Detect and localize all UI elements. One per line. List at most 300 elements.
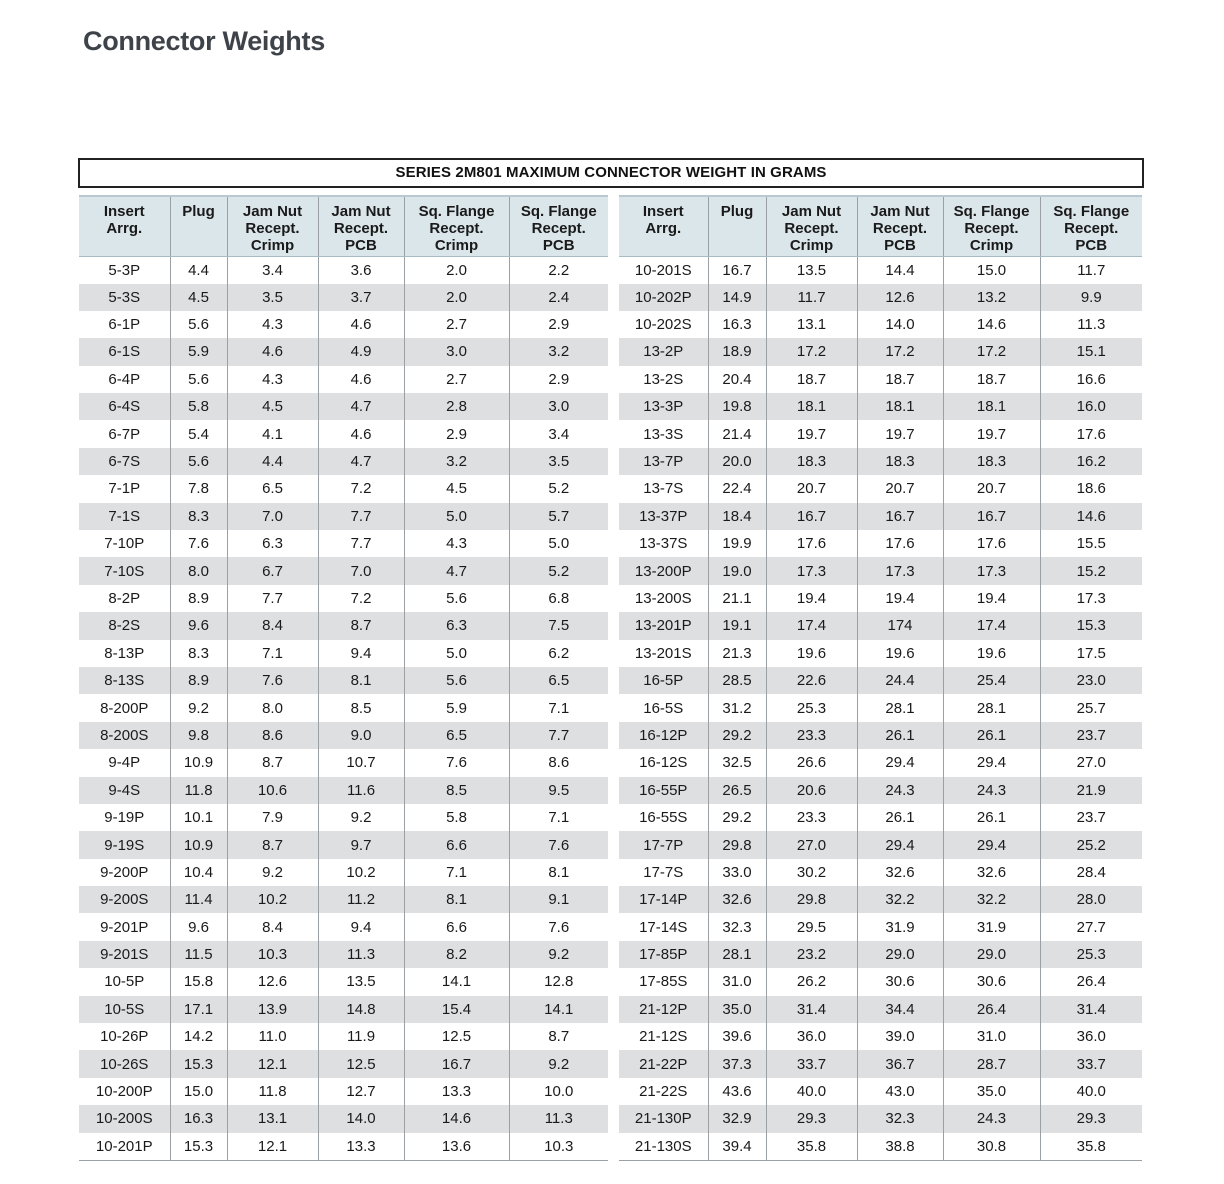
cell-sq-flange-crimp: 5.6 xyxy=(404,667,509,694)
table-row xyxy=(619,831,1142,858)
cell-jam-nut-pcb: 8.7 xyxy=(318,612,404,639)
cell-insert-arrangement: 10-26P xyxy=(100,1028,149,1046)
cell-sq-flange-crimp: 4.3 xyxy=(404,530,509,557)
cell-jam-nut-pcb: 7.7 xyxy=(318,530,404,557)
table-row xyxy=(619,393,1142,420)
cell-insert-arrangement: 16-55P xyxy=(619,777,708,804)
column-header-sq-flange-pcb xyxy=(509,196,608,256)
cell-insert-arrangement: 13-37P xyxy=(619,503,708,530)
table-row xyxy=(79,640,608,667)
cell-insert-arrangement: 10-5P xyxy=(104,973,145,991)
table-row xyxy=(619,777,1142,804)
cell-jam-nut-pcb: 9.0 xyxy=(318,722,404,749)
cell-jam-nut-pcb: 9.2 xyxy=(318,804,404,831)
table-row xyxy=(619,996,1142,1023)
table-row xyxy=(619,311,1142,338)
cell-insert-arrangement: 9-200P xyxy=(100,863,149,881)
cell-plug: 5.6 xyxy=(170,311,227,338)
cell-jam-nut-crimp: 18.3 xyxy=(766,448,857,475)
cell-plug: 10.9 xyxy=(170,749,227,776)
cell-sq-flange-crimp: 3.0 xyxy=(404,338,509,365)
cell-plug: 15.3 xyxy=(170,1133,227,1161)
table-row xyxy=(619,612,1142,639)
cell-sq-flange-pcb: 6.8 xyxy=(509,585,608,612)
cell-sq-flange-pcb: 35.8 xyxy=(1040,1133,1142,1161)
table-body xyxy=(619,256,1142,1160)
cell-insert-arrangement: 10-200S xyxy=(79,1105,170,1132)
cell-plug: 19.1 xyxy=(708,612,766,639)
cell-jam-nut-pcb: 36.7 xyxy=(857,1050,943,1077)
cell-jam-nut-pcb: 11.3 xyxy=(318,941,404,968)
cell-sq-flange-crimp: 16.7 xyxy=(943,503,1040,530)
table-row xyxy=(619,1133,1142,1161)
cell-plug: 20.4 xyxy=(708,366,766,393)
cell-sq-flange-crimp: 20.7 xyxy=(943,475,1040,502)
cell-sq-flange-crimp: 30.6 xyxy=(943,968,1040,995)
cell-plug: 4.5 xyxy=(170,284,227,311)
cell-insert-arrangement: 7-1P xyxy=(108,480,141,498)
cell-plug: 19.0 xyxy=(708,557,766,584)
cell-jam-nut-pcb: 10.7 xyxy=(318,749,404,776)
cell-insert-arrangement: 16-12P xyxy=(619,722,708,749)
cell-jam-nut-pcb: 13.5 xyxy=(318,968,404,995)
cell-jam-nut-crimp: 13.5 xyxy=(766,256,857,284)
cell-insert-arrangement: 8-13S xyxy=(79,667,170,694)
table-row xyxy=(619,338,1142,365)
column-header-line: Jam Nut xyxy=(242,203,303,220)
cell-sq-flange-crimp: 4.7 xyxy=(404,557,509,584)
cell-sq-flange-pcb: 5.7 xyxy=(509,503,608,530)
table-row xyxy=(619,722,1142,749)
column-header-line: Recept. xyxy=(784,220,839,237)
table-row xyxy=(619,749,1142,776)
cell-jam-nut-crimp: 7.0 xyxy=(227,503,318,530)
cell-jam-nut-crimp: 6.7 xyxy=(227,557,318,584)
column-header-line: Crimp xyxy=(789,237,834,254)
cell-sq-flange-pcb: 25.7 xyxy=(1040,694,1142,721)
cell-jam-nut-pcb: 18.1 xyxy=(857,393,943,420)
table-row xyxy=(79,311,608,338)
cell-sq-flange-crimp: 13.2 xyxy=(943,284,1040,311)
cell-jam-nut-pcb: 3.6 xyxy=(318,256,404,284)
column-header-line: Insert xyxy=(103,203,145,220)
cell-insert-arrangement: 7-1S xyxy=(79,503,170,530)
cell-insert-arrangement: 13-3S xyxy=(643,425,684,443)
cell-jam-nut-crimp: 27.0 xyxy=(766,831,857,858)
cell-insert-arrangement: 16-12S xyxy=(639,754,688,772)
cell-jam-nut-pcb: 11.9 xyxy=(318,1023,404,1050)
cell-sq-flange-pcb: 8.7 xyxy=(509,1023,608,1050)
column-header-line: PCB xyxy=(884,237,916,254)
cell-jam-nut-pcb: 17.6 xyxy=(857,530,943,557)
column-header-jam-nut-crimp xyxy=(766,196,857,256)
cell-insert-arrangement: 5-3S xyxy=(79,284,170,311)
cell-sq-flange-pcb: 36.0 xyxy=(1040,1023,1142,1050)
cell-jam-nut-pcb: 17.2 xyxy=(857,338,943,365)
cell-jam-nut-crimp: 10.3 xyxy=(227,941,318,968)
cell-jam-nut-pcb: 8.5 xyxy=(318,694,404,721)
cell-jam-nut-pcb: 14.4 xyxy=(857,256,943,284)
table-row xyxy=(619,1078,1142,1105)
table-row xyxy=(619,886,1142,913)
cell-jam-nut-crimp: 26.2 xyxy=(766,968,857,995)
table-row xyxy=(619,256,1142,284)
cell-jam-nut-crimp: 4.1 xyxy=(227,420,318,447)
cell-sq-flange-crimp: 6.6 xyxy=(404,831,509,858)
cell-insert-arrangement: 8-2P xyxy=(108,589,141,607)
column-header-sq-flange-crimp xyxy=(404,196,509,256)
cell-jam-nut-crimp: 11.0 xyxy=(227,1023,318,1050)
table-row xyxy=(79,804,608,831)
cell-sq-flange-crimp: 26.1 xyxy=(943,804,1040,831)
cell-sq-flange-crimp: 29.0 xyxy=(943,941,1040,968)
cell-sq-flange-pcb: 15.1 xyxy=(1040,338,1142,365)
table-row xyxy=(79,886,608,913)
cell-sq-flange-crimp: 4.5 xyxy=(404,475,509,502)
cell-jam-nut-pcb: 8.1 xyxy=(318,667,404,694)
table-row xyxy=(79,831,608,858)
cell-sq-flange-pcb: 5.0 xyxy=(509,530,608,557)
cell-insert-arrangement: 7-10P xyxy=(104,535,145,553)
column-header-line: Sq. Flange xyxy=(418,203,495,220)
weights-table-right xyxy=(619,195,1142,1161)
cell-plug: 21.4 xyxy=(708,420,766,447)
column-header-line: Recept. xyxy=(531,220,586,237)
cell-plug: 4.4 xyxy=(170,256,227,284)
cell-sq-flange-pcb: 9.1 xyxy=(509,886,608,913)
cell-jam-nut-crimp: 8.4 xyxy=(227,612,318,639)
cell-sq-flange-crimp: 26.4 xyxy=(943,996,1040,1023)
cell-jam-nut-crimp: 10.6 xyxy=(227,777,318,804)
cell-plug: 11.8 xyxy=(170,777,227,804)
cell-jam-nut-pcb: 26.1 xyxy=(857,722,943,749)
cell-jam-nut-pcb: 7.7 xyxy=(318,503,404,530)
cell-plug: 8.3 xyxy=(170,503,227,530)
cell-sq-flange-pcb: 17.6 xyxy=(1040,420,1142,447)
table-row xyxy=(79,585,608,612)
cell-sq-flange-pcb: 26.4 xyxy=(1040,968,1142,995)
cell-sq-flange-pcb: 5.2 xyxy=(509,557,608,584)
cell-jam-nut-crimp: 7.9 xyxy=(227,804,318,831)
table-row xyxy=(79,503,608,530)
table-row xyxy=(79,1050,608,1077)
cell-jam-nut-crimp: 7.7 xyxy=(227,585,318,612)
page-title: Connector Weights xyxy=(83,26,325,56)
cell-jam-nut-pcb: 30.6 xyxy=(857,968,943,995)
column-header-line: Recept. xyxy=(245,220,300,237)
header-row xyxy=(619,196,1142,256)
cell-jam-nut-crimp: 40.0 xyxy=(766,1078,857,1105)
cell-jam-nut-crimp: 13.9 xyxy=(227,996,318,1023)
cell-sq-flange-crimp: 29.4 xyxy=(943,831,1040,858)
cell-insert-arrangement: 6-1S xyxy=(79,338,170,365)
cell-sq-flange-crimp: 3.2 xyxy=(404,448,509,475)
cell-plug: 19.8 xyxy=(708,393,766,420)
cell-sq-flange-crimp: 25.4 xyxy=(943,667,1040,694)
cell-insert-arrangement: 13-2S xyxy=(643,370,684,388)
cell-sq-flange-pcb: 9.2 xyxy=(509,941,608,968)
cell-plug: 5.4 xyxy=(170,420,227,447)
cell-sq-flange-pcb: 16.6 xyxy=(1040,366,1142,393)
column-header-line: PCB xyxy=(1075,237,1108,254)
cell-plug: 21.3 xyxy=(708,640,766,667)
table-body xyxy=(79,256,608,1160)
cell-jam-nut-crimp: 26.6 xyxy=(766,749,857,776)
cell-plug: 11.4 xyxy=(170,886,227,913)
cell-jam-nut-crimp: 22.6 xyxy=(766,667,857,694)
cell-sq-flange-pcb: 2.4 xyxy=(509,284,608,311)
cell-jam-nut-crimp: 23.3 xyxy=(766,722,857,749)
cell-jam-nut-crimp: 3.5 xyxy=(227,284,318,311)
cell-jam-nut-pcb: 4.6 xyxy=(318,420,404,447)
cell-sq-flange-crimp: 13.6 xyxy=(404,1133,509,1161)
column-header-line: Recept. xyxy=(872,220,928,237)
cell-sq-flange-crimp: 15.0 xyxy=(943,256,1040,284)
cell-sq-flange-crimp: 8.1 xyxy=(404,886,509,913)
table-row xyxy=(619,448,1142,475)
cell-jam-nut-pcb: 19.6 xyxy=(857,640,943,667)
column-header-line: Crimp xyxy=(250,237,295,254)
cell-plug: 32.5 xyxy=(708,749,766,776)
cell-sq-flange-pcb: 7.5 xyxy=(509,612,608,639)
cell-jam-nut-crimp: 8.7 xyxy=(227,831,318,858)
cell-plug: 15.8 xyxy=(170,968,227,995)
cell-sq-flange-pcb: 5.2 xyxy=(509,475,608,502)
cell-insert-arrangement: 21-22P xyxy=(619,1050,708,1077)
table-row xyxy=(79,1133,608,1161)
cell-sq-flange-crimp: 19.6 xyxy=(943,640,1040,667)
cell-jam-nut-crimp: 11.7 xyxy=(766,284,857,311)
cell-plug: 9.6 xyxy=(170,612,227,639)
table-row xyxy=(79,475,608,502)
cell-plug: 21.1 xyxy=(708,585,766,612)
cell-sq-flange-crimp: 5.8 xyxy=(404,804,509,831)
cell-plug: 16.3 xyxy=(708,311,766,338)
cell-jam-nut-pcb: 12.5 xyxy=(318,1050,404,1077)
cell-sq-flange-pcb: 23.7 xyxy=(1040,722,1142,749)
cell-insert-arrangement: 8-200S xyxy=(79,722,170,749)
cell-sq-flange-pcb: 17.3 xyxy=(1040,585,1142,612)
table-row xyxy=(619,530,1142,557)
cell-plug: 5.6 xyxy=(170,366,227,393)
cell-sq-flange-crimp: 12.5 xyxy=(404,1023,509,1050)
cell-sq-flange-pcb: 23.0 xyxy=(1040,667,1142,694)
cell-jam-nut-crimp: 20.7 xyxy=(766,475,857,502)
cell-plug: 31.2 xyxy=(708,694,766,721)
cell-sq-flange-pcb: 15.5 xyxy=(1040,530,1142,557)
cell-insert-arrangement: 6-1P xyxy=(108,316,141,334)
cell-plug: 28.1 xyxy=(708,941,766,968)
table-row xyxy=(79,366,608,393)
cell-sq-flange-pcb: 14.6 xyxy=(1040,503,1142,530)
table-row xyxy=(619,804,1142,831)
cell-sq-flange-crimp: 6.3 xyxy=(404,612,509,639)
cell-sq-flange-crimp: 31.0 xyxy=(943,1023,1040,1050)
cell-insert-arrangement: 21-22S xyxy=(639,1083,688,1101)
cell-insert-arrangement: 17-14S xyxy=(639,918,688,936)
cell-insert-arrangement: 10-200P xyxy=(95,1083,153,1101)
cell-jam-nut-crimp: 4.3 xyxy=(227,366,318,393)
column-header-line: Recept. xyxy=(429,220,484,237)
cell-sq-flange-pcb: 25.2 xyxy=(1040,831,1142,858)
cell-jam-nut-crimp: 4.6 xyxy=(227,338,318,365)
cell-jam-nut-pcb: 18.3 xyxy=(857,448,943,475)
column-header-line: Plug xyxy=(720,203,754,220)
column-header-line: Arrg. xyxy=(106,220,143,237)
cell-jam-nut-pcb: 9.4 xyxy=(318,913,404,940)
column-header-sq-flange-crimp xyxy=(943,196,1040,256)
column-header-line: Recept. xyxy=(964,220,1019,237)
cell-jam-nut-pcb: 7.2 xyxy=(318,475,404,502)
cell-jam-nut-pcb: 19.7 xyxy=(857,420,943,447)
column-header-line: Arrg. xyxy=(645,220,682,237)
cell-plug: 18.9 xyxy=(708,338,766,365)
cell-jam-nut-crimp: 13.1 xyxy=(227,1105,318,1132)
cell-sq-flange-crimp: 14.6 xyxy=(943,311,1040,338)
cell-jam-nut-pcb: 4.6 xyxy=(318,366,404,393)
cell-sq-flange-pcb: 3.4 xyxy=(509,420,608,447)
cell-sq-flange-crimp: 29.4 xyxy=(943,749,1040,776)
cell-plug: 11.5 xyxy=(170,941,227,968)
column-header-jam-nut-crimp xyxy=(227,196,318,256)
cell-jam-nut-crimp: 8.0 xyxy=(227,694,318,721)
cell-sq-flange-pcb: 6.2 xyxy=(509,640,608,667)
cell-sq-flange-crimp: 18.7 xyxy=(943,366,1040,393)
cell-insert-arrangement: 6-7P xyxy=(108,425,141,443)
cell-jam-nut-crimp: 20.6 xyxy=(766,777,857,804)
cell-plug: 17.1 xyxy=(170,996,227,1023)
cell-plug: 32.9 xyxy=(708,1105,766,1132)
cell-sq-flange-crimp: 15.4 xyxy=(404,996,509,1023)
cell-plug: 9.8 xyxy=(170,722,227,749)
cell-sq-flange-crimp: 8.2 xyxy=(404,941,509,968)
cell-jam-nut-crimp: 35.8 xyxy=(766,1133,857,1161)
cell-jam-nut-pcb: 32.3 xyxy=(857,1105,943,1132)
cell-sq-flange-crimp: 7.6 xyxy=(404,749,509,776)
table-row xyxy=(79,722,608,749)
cell-jam-nut-crimp: 4.5 xyxy=(227,393,318,420)
table-row xyxy=(79,612,608,639)
column-header-line: Insert xyxy=(642,203,684,220)
cell-sq-flange-crimp: 35.0 xyxy=(943,1078,1040,1105)
cell-insert-arrangement: 10-5S xyxy=(79,996,170,1023)
cell-sq-flange-pcb: 7.6 xyxy=(509,913,608,940)
table-row xyxy=(619,557,1142,584)
cell-sq-flange-crimp: 17.4 xyxy=(943,612,1040,639)
cell-sq-flange-crimp: 19.4 xyxy=(943,585,1040,612)
cell-jam-nut-crimp: 18.7 xyxy=(766,366,857,393)
table-row xyxy=(79,338,608,365)
cell-insert-arrangement: 8-2S xyxy=(79,612,170,639)
cell-jam-nut-crimp: 6.3 xyxy=(227,530,318,557)
cell-sq-flange-pcb: 16.2 xyxy=(1040,448,1142,475)
cell-sq-flange-crimp: 19.7 xyxy=(943,420,1040,447)
cell-insert-arrangement: 9-19S xyxy=(79,831,170,858)
cell-jam-nut-crimp: 7.6 xyxy=(227,667,318,694)
cell-sq-flange-pcb: 23.7 xyxy=(1040,804,1142,831)
cell-jam-nut-pcb: 7.2 xyxy=(318,585,404,612)
cell-sq-flange-crimp: 31.9 xyxy=(943,913,1040,940)
table-row xyxy=(79,557,608,584)
cell-insert-arrangement: 8-13P xyxy=(104,644,145,662)
cell-insert-arrangement: 10-201S xyxy=(634,261,692,279)
cell-jam-nut-pcb: 9.4 xyxy=(318,640,404,667)
cell-jam-nut-pcb: 7.0 xyxy=(318,557,404,584)
cell-jam-nut-pcb: 11.6 xyxy=(318,777,404,804)
table-row xyxy=(619,694,1142,721)
cell-sq-flange-pcb: 28.4 xyxy=(1040,859,1142,886)
table-row xyxy=(619,859,1142,886)
cell-sq-flange-crimp: 6.6 xyxy=(404,913,509,940)
cell-sq-flange-crimp: 28.7 xyxy=(943,1050,1040,1077)
cell-insert-arrangement: 21-12P xyxy=(619,996,708,1023)
cell-jam-nut-pcb: 32.6 xyxy=(857,859,943,886)
table-row xyxy=(619,1023,1142,1050)
cell-sq-flange-crimp: 2.7 xyxy=(404,311,509,338)
cell-sq-flange-pcb: 15.3 xyxy=(1040,612,1142,639)
table-row xyxy=(79,968,608,995)
table-row xyxy=(619,284,1142,311)
cell-sq-flange-pcb: 29.3 xyxy=(1040,1105,1142,1132)
table-row xyxy=(79,667,608,694)
cell-plug: 43.6 xyxy=(708,1078,766,1105)
table-row xyxy=(79,448,608,475)
table-row xyxy=(619,585,1142,612)
cell-insert-arrangement: 16-5S xyxy=(643,699,684,717)
column-header-line: Sq. Flange xyxy=(1053,203,1130,220)
column-header-line: Recept. xyxy=(333,220,389,237)
cell-jam-nut-crimp: 10.2 xyxy=(227,886,318,913)
table-row xyxy=(619,366,1142,393)
cell-sq-flange-crimp: 17.2 xyxy=(943,338,1040,365)
cell-jam-nut-pcb: 28.1 xyxy=(857,694,943,721)
cell-insert-arrangement: 13-3P xyxy=(619,393,708,420)
cell-jam-nut-crimp: 29.3 xyxy=(766,1105,857,1132)
cell-sq-flange-pcb: 33.7 xyxy=(1040,1050,1142,1077)
table-row xyxy=(79,1023,608,1050)
cell-plug: 16.7 xyxy=(708,256,766,284)
cell-jam-nut-pcb: 29.4 xyxy=(857,831,943,858)
cell-jam-nut-pcb: 43.0 xyxy=(857,1078,943,1105)
cell-sq-flange-crimp: 26.1 xyxy=(943,722,1040,749)
cell-jam-nut-pcb: 174 xyxy=(857,612,943,639)
column-header-plug xyxy=(170,196,227,256)
cell-sq-flange-pcb: 28.0 xyxy=(1040,886,1142,913)
cell-insert-arrangement: 21-130P xyxy=(619,1105,708,1132)
cell-jam-nut-pcb: 9.7 xyxy=(318,831,404,858)
cell-insert-arrangement: 6-4P xyxy=(108,370,141,388)
cell-sq-flange-crimp: 5.0 xyxy=(404,640,509,667)
cell-insert-arrangement: 9-200S xyxy=(79,886,170,913)
cell-insert-arrangement: 17-7P xyxy=(619,831,708,858)
column-header-line: Plug xyxy=(182,203,215,220)
column-header-line: Sq. Flange xyxy=(953,203,1030,220)
table-row xyxy=(619,667,1142,694)
cell-sq-flange-crimp: 2.0 xyxy=(404,256,509,284)
cell-sq-flange-crimp: 24.3 xyxy=(943,1105,1040,1132)
cell-insert-arrangement: 13-2P xyxy=(619,338,708,365)
weights-table-left xyxy=(79,195,608,1161)
cell-plug: 39.6 xyxy=(708,1023,766,1050)
cell-jam-nut-crimp: 12.6 xyxy=(227,968,318,995)
cell-plug: 33.0 xyxy=(708,859,766,886)
column-header-sq-flange-pcb xyxy=(1040,196,1142,256)
cell-insert-arrangement: 13-7P xyxy=(619,448,708,475)
cell-insert-arrangement: 9-19P xyxy=(104,809,145,827)
cell-sq-flange-crimp: 7.1 xyxy=(404,859,509,886)
table-row xyxy=(79,1078,608,1105)
cell-plug: 5.9 xyxy=(170,338,227,365)
